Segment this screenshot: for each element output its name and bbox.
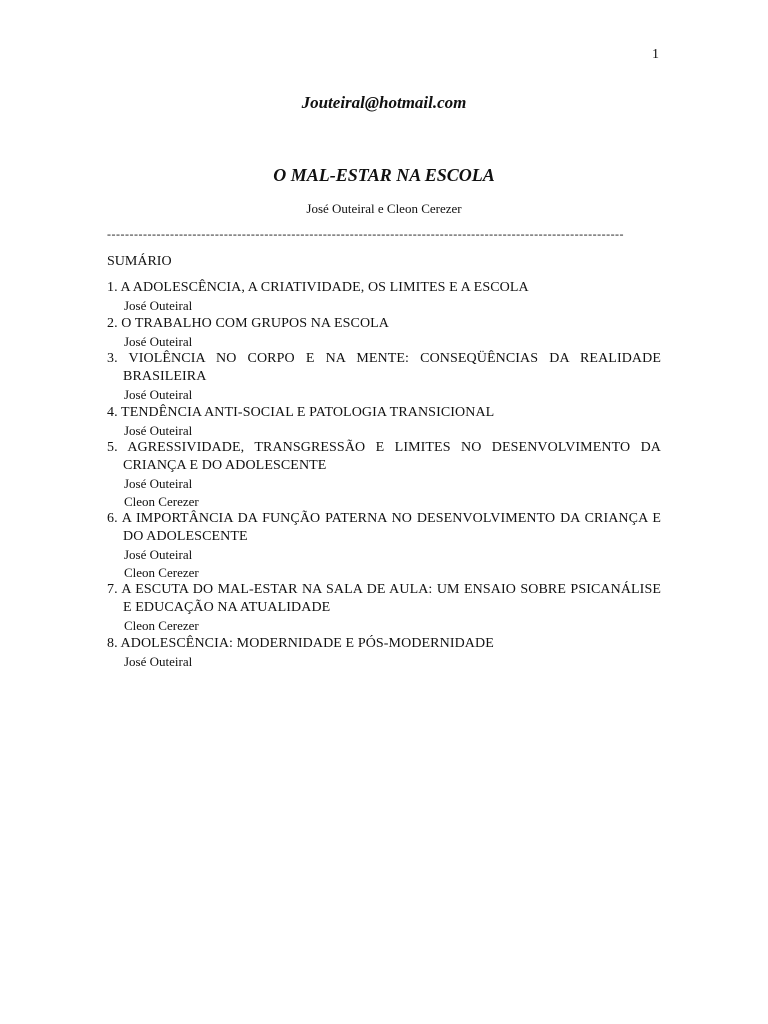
toc-item-title: 6. A IMPORTÂNCIA DA FUNÇÃO PATERNA NO DESENVOLVIMENTO DA CRIANÇA E DO ADOLESCENTE [107, 511, 661, 544]
toc-item-author: José Outeiral [124, 333, 193, 349]
toc-item-author: José Outeiral [124, 422, 193, 438]
toc-item-title: 7. A ESCUTA DO MAL-ESTAR NA SALA DE AULA: UM ENSAIO SOBRE PSICANÁLISE E EDUCAÇÃO NA ATUALIDADE [107, 582, 661, 615]
toc-item-author: Cleon Cerezer [124, 618, 199, 633]
author-email: Jouteiral@hotmail.com [301, 93, 467, 112]
toc-item-author: José Outeiral [124, 653, 193, 669]
toc-item-author: José Outeiral [124, 476, 193, 491]
toc-item [107, 315, 661, 351]
table-of-contents [107, 279, 661, 670]
toc-item [107, 439, 661, 510]
toc-item-author: Cleon Cerezer [124, 564, 199, 580]
toc-item-author: José Outeiral [124, 547, 193, 562]
page-number: 1 [652, 47, 659, 62]
toc-item [107, 404, 661, 440]
document-title: O MAL-ESTAR NA ESCOLA [273, 165, 495, 185]
toc-item-title: 8. ADOLESCÊNCIA: MODERNIDADE E PÓS-MODERNIDADE [107, 635, 494, 651]
toc-item-title: 5. AGRESSIVIDADE, TRANSGRESSÃO E LIMITES NO DESENVOLVIMENTO DA CRIANÇA E DO ADOLESCENTE [107, 440, 661, 473]
toc-item [107, 581, 661, 635]
toc-item-title: 3. VIOLÊNCIA NO CORPO E NA MENTE: CONSEQÜÊNCIAS DA REALIDADE BRASILEIRA [107, 351, 661, 384]
toc-item-author: Cleon Cerezer [124, 493, 199, 509]
summary-heading: SUMÁRIO [107, 254, 172, 269]
toc-item-author: José Outeiral [124, 298, 193, 313]
toc-item-author: José Outeiral [124, 387, 193, 402]
separator-line: ------------------------------------------------------------------------------------------------------------------- [107, 227, 625, 241]
toc-item [107, 350, 661, 404]
document-authors: José Outeiral e Cleon Cerezer [306, 201, 462, 216]
toc-item [107, 279, 661, 315]
toc-item [107, 635, 661, 671]
toc-item-title: 1. A ADOLESCÊNCIA, A CRIATIVIDADE, OS LIMITES E A ESCOLA [107, 280, 529, 295]
toc-item-title: 4. TENDÊNCIA ANTI-SOCIAL E PATOLOGIA TRANSICIONAL [107, 404, 495, 420]
toc-item [107, 510, 661, 581]
toc-item-title: 2. O TRABALHO COM GRUPOS NA ESCOLA [107, 315, 390, 331]
